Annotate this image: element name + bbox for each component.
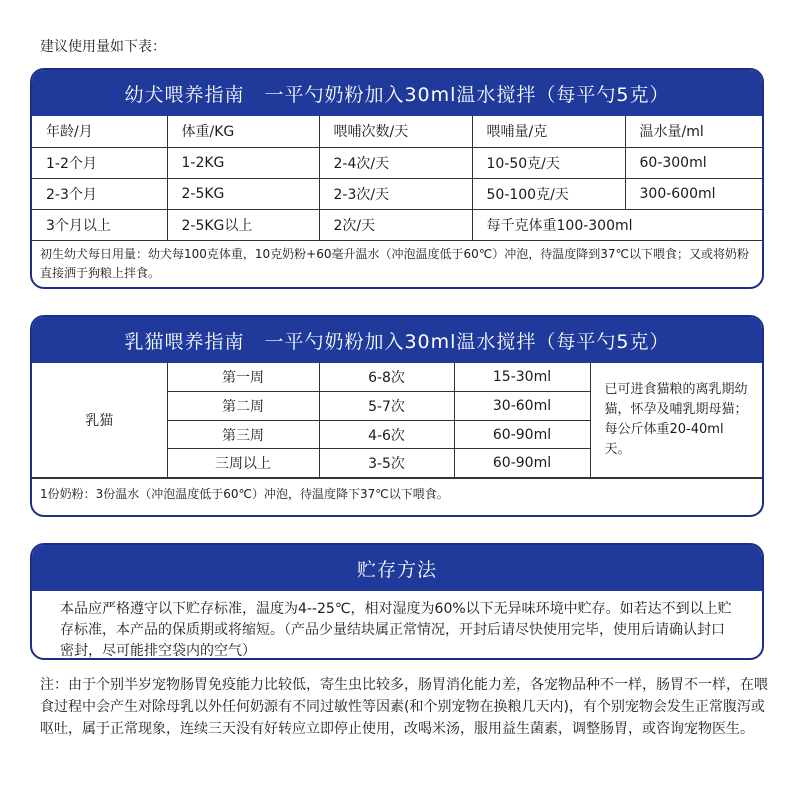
table-cell: 第一周 <box>167 363 319 392</box>
table-cell: 1-2KG <box>167 147 319 178</box>
table-cell: 2-3个月 <box>32 178 167 209</box>
column-header: 年龄/月 <box>32 116 167 147</box>
storage-text: 本品应严格遵守以下贮存标准，温度为4--25℃，相对湿度为60%以下无异味环境中贮存。如若达不到以上贮存标准，本产品的保质期或将缩短。（产品少量结块属正常情况，开封后请尽快使用完毕，使用后请确认封口密封，尽可能排空袋内的空气） <box>60 601 732 659</box>
table-cell: 2-5KG <box>167 178 319 209</box>
column-header: 喂哺次数/天 <box>319 116 472 147</box>
puppy-note: 初生幼犬每日用量：幼犬每100克体重，10克奶粉+60毫升温水（冲泡温度低于60℃）冲泡，待温度降到37℃以下喂食；又或将奶粉直接洒于狗粮上拌食。 <box>40 246 749 280</box>
intro-text: 建议使用量如下表： <box>40 39 166 55</box>
table-cell: 1-2个月 <box>32 147 167 178</box>
table-cell: 每千克体重100-300ml <box>472 209 764 240</box>
column-header: 喂哺量/克 <box>472 116 625 147</box>
table-cell: 300-600ml <box>625 178 764 209</box>
kitten-side-note: 已可进食猫粮的离乳期幼猫，怀孕及哺乳期母猫；每公斤体重20-40ml天。 <box>590 363 762 478</box>
kitten-note: 1份奶粉：3份温水（冲泡温度低于60℃）冲泡，待温度降下37℃以下喂食。 <box>32 478 762 508</box>
puppy-feeding-table <box>32 116 764 241</box>
table-cell: 6-8次 <box>319 363 454 392</box>
kitten-guide-header: 乳猫喂养指南 一平勺奶粉加入30ml温水搅拌（每平勺5克） <box>32 317 762 363</box>
puppy-guide-card <box>30 68 764 289</box>
table-cell: 2次/天 <box>319 209 472 240</box>
kitten-guide-card <box>30 315 764 517</box>
storage-header: 贮存方法 <box>32 545 762 591</box>
table-cell: 2-4次/天 <box>319 147 472 178</box>
table-row <box>32 363 762 392</box>
table-cell: 第二周 <box>167 392 319 421</box>
table-cell: 3-5次 <box>319 449 454 478</box>
table-cell: 60-90ml <box>454 420 590 449</box>
table-cell: 30-60ml <box>454 392 590 421</box>
column-header: 体重/KG <box>167 116 319 147</box>
kitten-feeding-table <box>32 363 762 478</box>
table-cell: 3个月以上 <box>32 209 167 240</box>
table-cell: 60-300ml <box>625 147 764 178</box>
kitten-category: 乳猫 <box>32 363 167 478</box>
table-cell: 三周以上 <box>167 449 319 478</box>
column-header: 温水量/ml <box>625 116 764 147</box>
table-header-row <box>32 116 764 147</box>
table-row <box>32 147 764 178</box>
footnote-text: 注：由于个别半岁宠物肠胃免疫能力比较低，寄生虫比较多，肠胃消化能力差，各宠物品种不一样，肠胃不一样，在喂食过程中会产生对除母乳以外任何奶源有不同过敏性等因素(和个别宠物在换粮几天内)，有个别宠物会发生正常腹泻或呕吐，属于正常现象，连续三天没有好转应立即停止使用，改喝米汤，服用益生菌素，调整肠胃，或咨询宠物医生。 <box>40 677 768 737</box>
table-cell: 10-50克/天 <box>472 147 625 178</box>
table-cell: 2-5KG以上 <box>167 209 319 240</box>
storage-card <box>30 543 764 660</box>
table-cell: 15-30ml <box>454 363 590 392</box>
puppy-guide-header: 幼犬喂养指南 一平勺奶粉加入30ml温水搅拌（每平勺5克） <box>32 70 762 116</box>
table-cell: 4-6次 <box>319 420 454 449</box>
table-cell: 60-90ml <box>454 449 590 478</box>
table-row <box>32 209 764 240</box>
table-cell: 第三周 <box>167 420 319 449</box>
table-row <box>32 178 764 209</box>
table-cell: 50-100克/天 <box>472 178 625 209</box>
table-cell: 2-3次/天 <box>319 178 472 209</box>
table-cell: 5-7次 <box>319 392 454 421</box>
